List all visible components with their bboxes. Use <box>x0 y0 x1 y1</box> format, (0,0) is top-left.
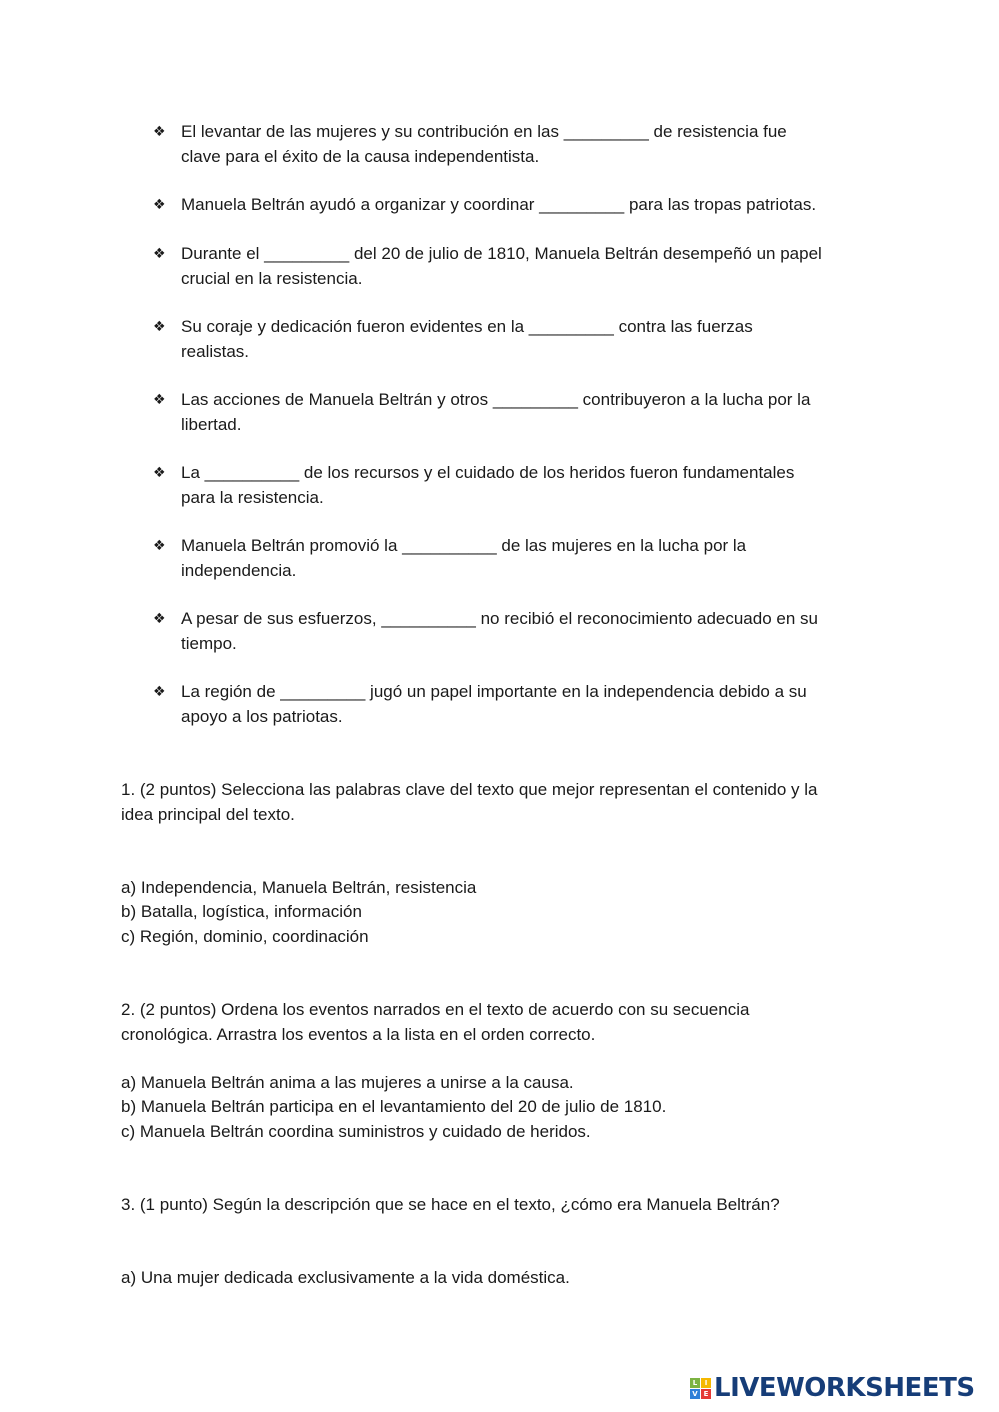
bullet-icon: ❖ <box>153 465 166 481</box>
answer-option[interactable]: c) Manuela Beltrán coordina suministros y cuidado de heridos. <box>121 1122 591 1141</box>
fill-in-item: Durante el _________ del 20 de julio de 1810, Manuela Beltrán desempeñó un papel crucial en la resistencia. <box>181 244 822 288</box>
answer-option[interactable]: a) Manuela Beltrán anima a las mujeres a unirse a la causa. <box>121 1073 574 1092</box>
logo-text: LIVEWORKSHEETS <box>714 1373 975 1403</box>
fill-in-item: Su coraje y dedicación fueron evidentes en la _________ contra las fuerzas realistas. <box>181 317 753 361</box>
answer-option[interactable]: c) Región, dominio, coordinación <box>121 927 369 946</box>
answer-option[interactable]: b) Manuela Beltrán participa en el levantamiento del 20 de julio de 1810. <box>121 1097 667 1116</box>
bullet-icon: ❖ <box>153 611 166 627</box>
logo-tile: I <box>701 1378 711 1388</box>
fill-in-item: El levantar de las mujeres y su contribución en las _________ de resistencia fue clave para el éxito de la causa independentista. <box>181 122 787 166</box>
logo-tile: E <box>701 1389 711 1399</box>
bullet-icon: ❖ <box>153 392 166 408</box>
fill-in-item: Las acciones de Manuela Beltrán y otros _________ contribuyeron a la lucha por la libertad. <box>181 390 811 434</box>
bullet-icon: ❖ <box>153 538 166 554</box>
answer-option[interactable]: a) Una mujer dedicada exclusivamente a la vida doméstica. <box>121 1268 570 1287</box>
fill-in-item: La __________ de los recursos y el cuidado de los heridos fueron fundamentales para la resistencia. <box>181 463 795 507</box>
liveworksheets-logo <box>690 1374 975 1402</box>
fill-in-item: La región de _________ jugó un papel importante en la independencia debido a su apoyo a los patriotas. <box>181 682 807 726</box>
answer-option[interactable]: b) Batalla, logística, información <box>121 902 362 921</box>
logo-tile: L <box>690 1378 700 1388</box>
bullet-icon: ❖ <box>153 124 166 140</box>
answer-option[interactable]: a) Independencia, Manuela Beltrán, resistencia <box>121 878 477 897</box>
logo-tile: V <box>690 1389 700 1399</box>
logo-tiles-icon <box>690 1378 711 1399</box>
fill-in-item: A pesar de sus esfuerzos, __________ no recibió el reconocimiento adecuado en su tiempo. <box>181 609 818 653</box>
question-prompt: 1. (2 puntos) Selecciona las palabras clave del texto que mejor representan el contenido y la idea principal del texto. <box>121 780 818 824</box>
bullet-icon: ❖ <box>153 319 166 335</box>
bullet-icon: ❖ <box>153 684 166 700</box>
fill-in-item: Manuela Beltrán promovió la __________ de las mujeres en la lucha por la independencia. <box>181 536 747 580</box>
question-prompt: 2. (2 puntos) Ordena los eventos narrados en el texto de acuerdo con su secuencia cronológica. Arrastra los eventos a la lista en el orden correcto. <box>121 1000 750 1044</box>
question-prompt: 3. (1 punto) Según la descripción que se hace en el texto, ¿cómo era Manuela Beltrán? <box>121 1195 780 1214</box>
bullet-icon: ❖ <box>153 246 166 262</box>
bullet-icon: ❖ <box>153 197 166 213</box>
fill-in-item: Manuela Beltrán ayudó a organizar y coordinar _________ para las tropas patriotas. <box>181 195 817 214</box>
